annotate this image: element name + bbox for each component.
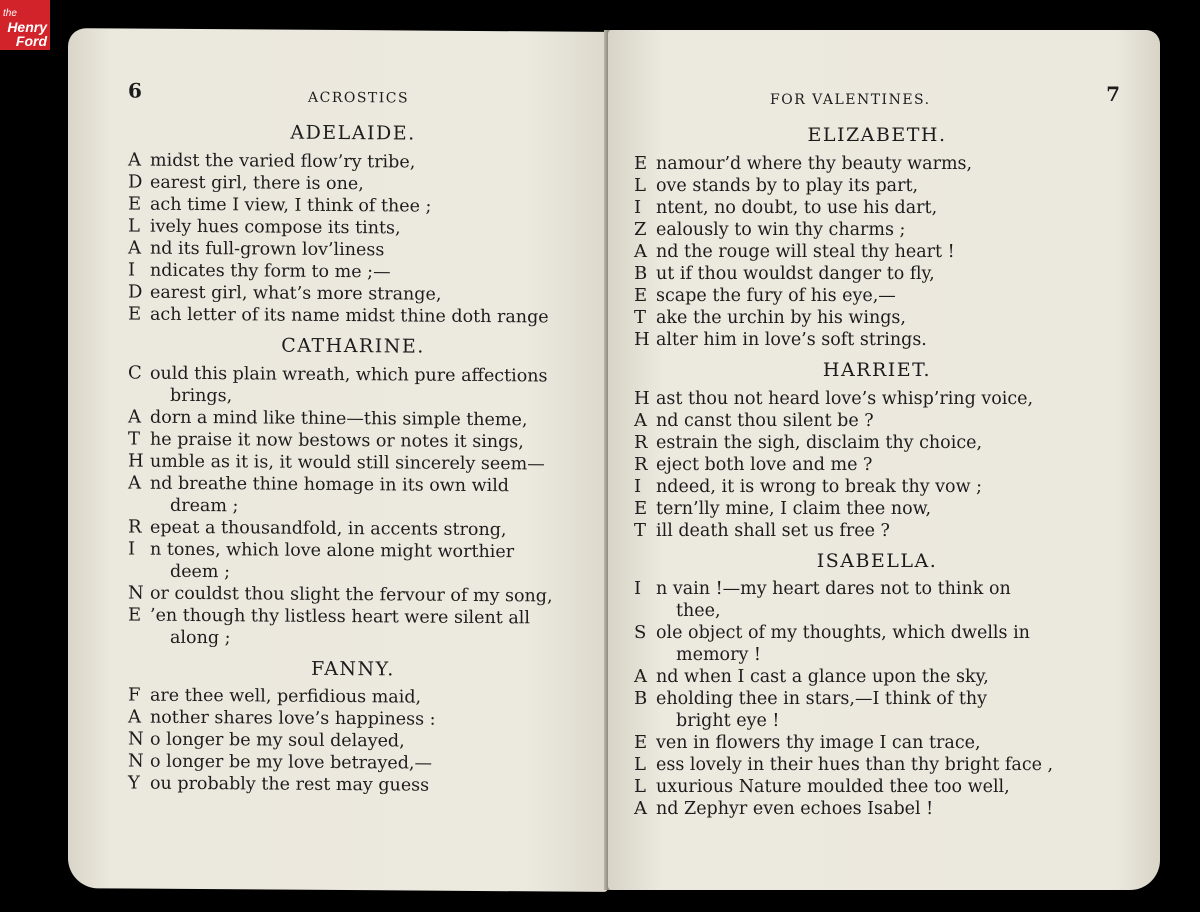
line-text: ove stands by to play its part, (656, 175, 919, 196)
poem-line (128, 149, 568, 174)
poem-line (128, 362, 568, 387)
poem-line (128, 472, 568, 497)
acrostic-initial: B (634, 262, 648, 284)
poem-line (128, 384, 610, 409)
poem-line (634, 454, 1080, 476)
line-text: estrain the sigh, disclaim thy choice, (656, 432, 983, 453)
poem-line (634, 241, 1080, 263)
acrostic-initial: R (634, 431, 648, 453)
acrostic-initial: E (128, 193, 142, 215)
line-text: ntent, no doubt, to use his dart, (656, 197, 938, 218)
line-text: ould this plain wreath, which pure affections (150, 363, 548, 387)
acrostic-initial: L (634, 754, 646, 776)
line-text: o longer be my soul delayed, (150, 730, 405, 752)
poem (634, 359, 1120, 542)
acrostic-initial: T (634, 306, 647, 328)
poem-line (634, 263, 1080, 285)
poem-line (128, 773, 568, 798)
acrostic-initial: N (128, 750, 144, 773)
poem-line (128, 259, 568, 284)
acrostic-initial: A (634, 240, 647, 262)
line-text: uxurious Nature moulded thee too well, (656, 777, 1010, 798)
poem (634, 550, 1120, 821)
line-text: along ; (170, 627, 231, 648)
poem-line (634, 175, 1080, 197)
line-text: ively hues compose its tints, (150, 216, 401, 239)
acrostic-initial: L (634, 174, 646, 196)
line-text: bright eye ! (676, 711, 780, 732)
line-text: nd breathe thine homage in its own wild (150, 473, 509, 496)
line-text: midst the varied flow’ry tribe, (150, 150, 416, 173)
right-poems (634, 124, 1120, 820)
poem-line (634, 688, 1080, 710)
logo-the: the (3, 8, 17, 19)
line-text: he praise it now bestows or notes it sings, (150, 429, 524, 452)
right-page-number: 7 (1106, 82, 1120, 106)
line-text: scape the fury of his eye,— (656, 285, 896, 306)
poem-line (128, 215, 568, 240)
line-text: n vain !—my heart dares not to think on (656, 579, 1011, 600)
poem-line (634, 219, 1080, 241)
line-text: tern’lly mine, I claim thee now, (656, 498, 932, 519)
line-text: earest girl, there is one, (150, 172, 364, 194)
acrostic-initial: A (128, 406, 141, 428)
line-text: dream ; (170, 495, 239, 516)
line-text: are thee well, perfidious maid, (150, 686, 422, 708)
line-text: nother shares love’s happiness : (150, 708, 436, 731)
poem-line (634, 776, 1080, 798)
left-page (68, 28, 608, 892)
line-text: brings, (170, 385, 233, 406)
poem-line (634, 153, 1080, 175)
left-running-title: ACROSTICS (308, 89, 410, 107)
poem-line (634, 644, 1122, 666)
acrostic-initial: I (634, 475, 642, 497)
acrostic-initial: B (634, 688, 648, 710)
acrostic-initial: N (128, 582, 144, 604)
line-text: ach time I view, I think of thee ; (150, 194, 432, 217)
acrostic-initial: A (128, 472, 141, 494)
acrostic-initial: A (634, 666, 647, 688)
poem-line (634, 622, 1080, 644)
poem-line (634, 578, 1080, 600)
line-text: eholding thee in stars,—I think of thy (656, 689, 988, 710)
acrostic-initial: E (128, 604, 142, 626)
poem-title: HARRIET. (822, 358, 932, 381)
poem-line (128, 281, 568, 306)
acrostic-initial: E (634, 732, 648, 754)
poem-line (128, 303, 568, 328)
poem-line (634, 600, 1122, 622)
line-text: ut if thou wouldst danger to fly, (656, 263, 935, 284)
line-text: ast thou not heard love’s whisp’ring voice, (656, 388, 1034, 409)
poem-line (128, 582, 568, 607)
line-text: thee, (676, 601, 721, 622)
poem (128, 333, 578, 651)
acrostic-initial: I (128, 538, 136, 560)
left-running-head (128, 79, 578, 116)
acrostic-initial: S (634, 622, 647, 644)
open-book (68, 30, 1160, 890)
acrostic-initial: L (634, 776, 646, 798)
line-text: earest girl, what’s more strange, (150, 282, 442, 305)
right-running-head (634, 82, 1120, 116)
acrostic-initial: L (128, 215, 140, 237)
poem-title: FANNY. (311, 657, 395, 680)
line-text: alter him in love’s soft strings. (656, 329, 927, 350)
line-text: ou probably the rest may guess (150, 774, 430, 797)
line-text: memory ! (676, 645, 761, 666)
line-text: umble as it is, it would still sincerely seem— (150, 451, 545, 475)
poem-line (128, 193, 568, 218)
logo-ford: Ford (15, 33, 47, 49)
acrostic-initial: A (634, 409, 647, 431)
acrostic-initial: A (128, 706, 141, 729)
poem-line (634, 329, 1080, 351)
poem (634, 124, 1120, 351)
poem-line (634, 197, 1080, 219)
acrostic-initial: A (128, 149, 141, 171)
right-page (608, 30, 1160, 890)
poem-line (128, 729, 568, 754)
poem-line (634, 498, 1080, 520)
line-text: ess lovely in their hues than thy bright face , (656, 755, 1054, 776)
line-text: n tones, which love alone might worthier (150, 539, 515, 562)
poem-line (634, 476, 1080, 498)
poem-line (128, 538, 568, 563)
poem-line (128, 707, 568, 732)
poem-line (128, 450, 568, 475)
poem-line (128, 626, 610, 651)
line-text: namour’d where thy beauty warms, (656, 153, 973, 174)
line-text: ake the urchin by his wings, (656, 307, 906, 328)
acrostic-initial: C (128, 362, 142, 384)
acrostic-initial: H (634, 387, 650, 409)
poem-line (128, 751, 568, 776)
poem-line (128, 604, 568, 629)
line-text: ndicates thy form to me ;— (150, 260, 391, 283)
acrostic-initial: A (128, 237, 141, 259)
acrostic-initial: T (634, 519, 647, 541)
poem-line (128, 171, 568, 196)
left-poems (128, 121, 578, 799)
poem-line (634, 432, 1080, 454)
poem-line (128, 560, 610, 585)
poem-line (634, 307, 1080, 329)
acrostic-initial: R (634, 453, 648, 475)
poem-line (128, 406, 568, 431)
poem-line (634, 410, 1080, 432)
acrostic-initial: T (128, 428, 141, 450)
acrostic-initial: Y (128, 772, 140, 795)
acrostic-initial: H (128, 450, 144, 472)
line-text: nd when I cast a glance upon the sky, (656, 667, 989, 688)
acrostic-initial: I (634, 578, 642, 600)
acrostic-initial: E (634, 152, 648, 174)
line-text: ach letter of its name midst thine doth range (150, 304, 549, 328)
left-page-number: 6 (128, 78, 142, 103)
acrostic-initial: E (634, 284, 648, 306)
line-text: nd canst thou silent be ? (656, 410, 874, 431)
logo-henry: Henry (7, 19, 47, 35)
poem-title: ISABELLA. (816, 549, 938, 572)
poem-line (634, 285, 1080, 307)
line-text: eject both love and me ? (656, 454, 873, 475)
poem-title: ELIZABETH. (807, 124, 947, 146)
poem-line (634, 520, 1080, 542)
acrostic-initial: I (128, 259, 136, 281)
poem-title: ADELAIDE. (290, 121, 416, 145)
line-text: nd Zephyr even echoes Isabel ! (656, 799, 934, 820)
acrostic-initial: Z (634, 218, 647, 240)
line-text: nd its full-grown lov’liness (150, 238, 385, 261)
acrostic-initial: H (634, 328, 650, 350)
acrostic-initial: R (128, 516, 142, 538)
poem-line (634, 732, 1080, 754)
line-text: ealously to win thy charms ; (656, 219, 906, 240)
acrostic-initial: I (634, 196, 642, 218)
acrostic-initial: E (634, 497, 648, 519)
poem-line (128, 516, 568, 541)
poem-line (634, 710, 1122, 732)
poem (128, 121, 578, 329)
line-text: o longer be my love betrayed,— (150, 752, 432, 775)
acrostic-initial: D (128, 171, 143, 193)
poem-title: CATHARINE. (281, 334, 425, 358)
poem-line (634, 798, 1080, 820)
line-text: ’en though thy listless heart were silent all (150, 605, 531, 628)
acrostic-initial: E (128, 303, 142, 325)
line-text: epeat a thousandfold, in accents strong, (150, 517, 507, 540)
line-text: or couldst thou slight the fervour of my song, (150, 583, 553, 607)
line-text: ven in flowers thy image I can trace, (656, 733, 981, 754)
line-text: nd the rouge will steal thy heart ! (656, 241, 955, 262)
acrostic-initial: D (128, 281, 143, 303)
line-text: ill death shall set us free ? (656, 520, 890, 541)
poem-line (128, 685, 568, 710)
line-text: dorn a mind like thine—this simple theme, (150, 407, 528, 430)
acrostic-initial: N (128, 728, 144, 751)
poem-line (634, 754, 1080, 776)
poem-line (128, 428, 568, 453)
acrostic-initial: F (128, 684, 141, 707)
line-text: ole object of my thoughts, which dwells in (656, 623, 1030, 644)
poem-line (634, 388, 1080, 410)
poem-line (128, 237, 568, 262)
line-text: ndeed, it is wrong to break thy vow ; (656, 476, 983, 497)
line-text: deem ; (170, 561, 230, 582)
henry-ford-logo (0, 0, 50, 50)
poem-line (128, 494, 610, 519)
poem (128, 656, 578, 798)
acrostic-initial: A (634, 798, 647, 820)
poem-line (634, 666, 1080, 688)
right-running-title: FOR VALENTINES. (770, 92, 931, 108)
